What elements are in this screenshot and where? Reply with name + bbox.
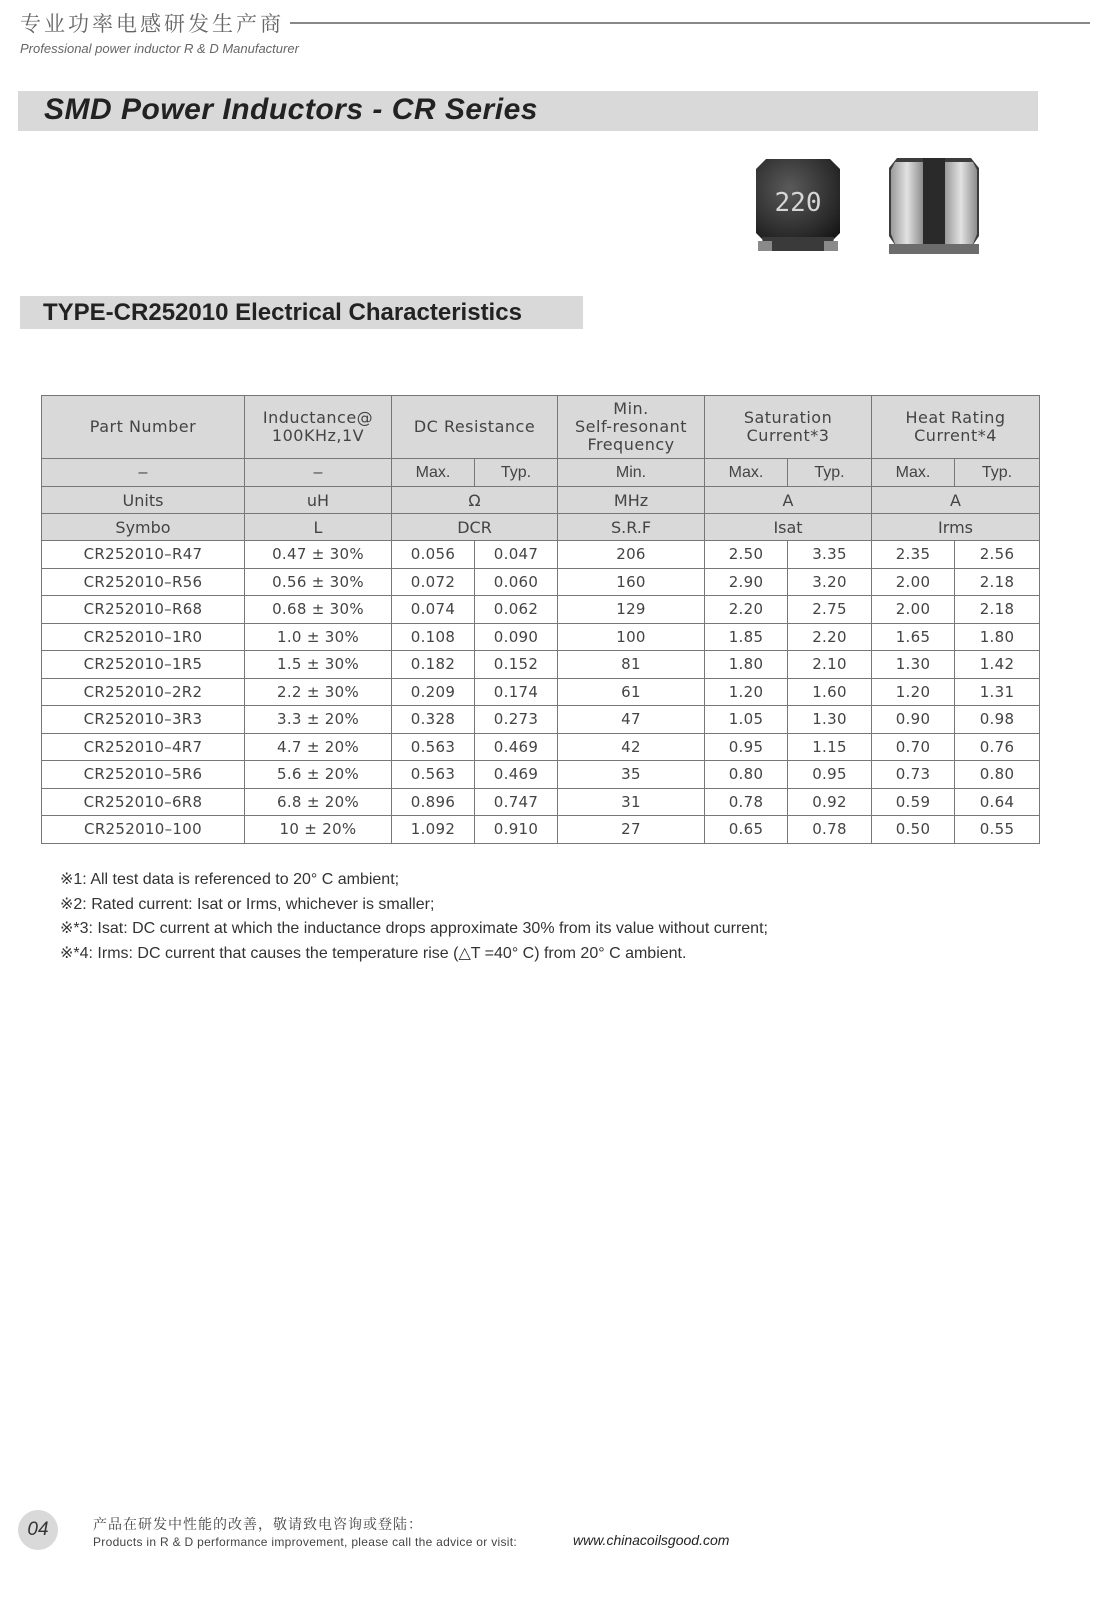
isat-typ-cell: 2.10 — [788, 651, 872, 679]
irms-max-cell: 2.00 — [872, 568, 955, 596]
table-row — [42, 568, 1040, 596]
subheader-dash: – — [245, 459, 392, 487]
irms-max-cell: 1.20 — [872, 678, 955, 706]
dcr-max-cell: 1.092 — [392, 816, 475, 844]
table-row — [42, 541, 1040, 569]
srf-cell: 31 — [558, 788, 705, 816]
part-number-cell: CR252010–R47 — [42, 541, 245, 569]
dcr-max-cell: 0.182 — [392, 651, 475, 679]
irms-typ-cell: 0.55 — [955, 816, 1040, 844]
dcr-typ-cell: 0.047 — [475, 541, 558, 569]
irms-typ-cell: 1.31 — [955, 678, 1040, 706]
irms-max-cell: 0.73 — [872, 761, 955, 789]
isat-max-cell: 0.78 — [705, 788, 788, 816]
subheader-irms-max: Max. — [872, 459, 955, 487]
inductance-cell: 5.6 ± 20% — [245, 761, 392, 789]
footer-english-note: Products in R & D performance improvement, please call the advice or visit: — [93, 1535, 518, 1549]
table-row — [42, 651, 1040, 679]
dcr-typ-cell: 0.060 — [475, 568, 558, 596]
isat-max-cell: 0.65 — [705, 816, 788, 844]
dcr-max-cell: 0.209 — [392, 678, 475, 706]
series-title: SMD Power Inductors - CR Series — [44, 93, 538, 126]
isat-max-cell: 2.20 — [705, 596, 788, 624]
srf-cell: 100 — [558, 623, 705, 651]
header-english-subtitle: Professional power inductor R & D Manufacturer — [20, 41, 299, 56]
dcr-typ-cell: 0.910 — [475, 816, 558, 844]
irms-typ-cell: 2.18 — [955, 596, 1040, 624]
dcr-typ-cell: 0.273 — [475, 706, 558, 734]
subheader-dcr-max: Max. — [392, 459, 475, 487]
dcr-typ-cell: 0.062 — [475, 596, 558, 624]
header-chinese-title: 专业功率电感研发生产商 — [20, 12, 284, 36]
inductance-cell: 1.0 ± 30% — [245, 623, 392, 651]
header-inductance: Inductance@ 100KHz,1V — [245, 396, 392, 459]
subheader-srf-min: Min. — [558, 459, 705, 487]
dcr-typ-cell: 0.174 — [475, 678, 558, 706]
table-body — [42, 541, 1040, 844]
type-title: TYPE-CR252010 Electrical Characteristics — [43, 299, 522, 326]
table-row — [42, 706, 1040, 734]
table-row — [42, 733, 1040, 761]
electrical-characteristics-table — [41, 395, 1040, 844]
units-irms: A — [872, 487, 1040, 514]
srf-cell: 129 — [558, 596, 705, 624]
part-number-cell: CR252010–R68 — [42, 596, 245, 624]
header-srf: Min. Self-resonant Frequency — [558, 396, 705, 459]
isat-typ-cell: 1.15 — [788, 733, 872, 761]
table-row — [42, 788, 1040, 816]
isat-max-cell: 1.85 — [705, 623, 788, 651]
part-number-cell: CR252010–100 — [42, 816, 245, 844]
srf-cell: 206 — [558, 541, 705, 569]
part-number-cell: CR252010–R56 — [42, 568, 245, 596]
note-4: ※*4: Irms: DC current that causes the temperature rise (△T =40° C) from 20° C ambient. — [60, 944, 687, 962]
inductance-cell: 2.2 ± 30% — [245, 678, 392, 706]
footer-website-link[interactable]: www.chinacoilsgood.com — [573, 1532, 730, 1548]
table-row — [42, 761, 1040, 789]
header-heat-rating-current: Heat Rating Current*4 — [872, 396, 1040, 459]
inductor-side-view-image — [885, 152, 983, 258]
notes-section — [60, 868, 768, 966]
units-inductance: uH — [245, 487, 392, 514]
inductance-cell: 0.56 ± 30% — [245, 568, 392, 596]
irms-max-cell: 0.90 — [872, 706, 955, 734]
isat-typ-cell: 0.95 — [788, 761, 872, 789]
header-divider — [290, 22, 1090, 24]
header-dc-resistance: DC Resistance — [392, 396, 558, 459]
inductance-cell: 10 ± 20% — [245, 816, 392, 844]
isat-max-cell: 1.05 — [705, 706, 788, 734]
srf-cell: 35 — [558, 761, 705, 789]
part-number-cell: CR252010–2R2 — [42, 678, 245, 706]
irms-max-cell: 0.70 — [872, 733, 955, 761]
isat-max-cell: 0.80 — [705, 761, 788, 789]
note-2: ※2: Rated current: Isat or Irms, whichever is smaller; — [60, 895, 435, 913]
dcr-max-cell: 0.074 — [392, 596, 475, 624]
table-header-row — [42, 396, 1040, 459]
type-title-bar — [20, 296, 583, 329]
units-label: Units — [42, 487, 245, 514]
inductance-cell: 4.7 ± 20% — [245, 733, 392, 761]
header-part-number: Part Number — [42, 396, 245, 459]
note-1: ※1: All test data is referenced to 20° C ambient; — [60, 871, 400, 888]
isat-max-cell: 2.90 — [705, 568, 788, 596]
part-number-cell: CR252010–3R3 — [42, 706, 245, 734]
dcr-typ-cell: 0.469 — [475, 761, 558, 789]
part-number-cell: CR252010–1R5 — [42, 651, 245, 679]
isat-max-cell: 0.95 — [705, 733, 788, 761]
table-row — [42, 623, 1040, 651]
irms-max-cell: 2.35 — [872, 541, 955, 569]
symbol-isat: Isat — [705, 514, 872, 541]
part-number-cell: CR252010–5R6 — [42, 761, 245, 789]
table-row — [42, 816, 1040, 844]
dcr-max-cell: 0.072 — [392, 568, 475, 596]
table-symbol-row — [42, 514, 1040, 541]
srf-cell: 27 — [558, 816, 705, 844]
isat-typ-cell: 2.20 — [788, 623, 872, 651]
symbol-label: Symbo — [42, 514, 245, 541]
table-row — [42, 678, 1040, 706]
table-subheader-row — [42, 459, 1040, 487]
inductance-cell: 1.5 ± 30% — [245, 651, 392, 679]
irms-typ-cell: 1.80 — [955, 623, 1040, 651]
isat-typ-cell: 3.20 — [788, 568, 872, 596]
isat-typ-cell: 2.75 — [788, 596, 872, 624]
dcr-typ-cell: 0.090 — [475, 623, 558, 651]
irms-max-cell: 0.50 — [872, 816, 955, 844]
symbol-inductance: L — [245, 514, 392, 541]
isat-max-cell: 2.50 — [705, 541, 788, 569]
irms-typ-cell: 0.76 — [955, 733, 1040, 761]
inductance-cell: 0.47 ± 30% — [245, 541, 392, 569]
subheader-dcr-typ: Typ. — [475, 459, 558, 487]
irms-max-cell: 1.65 — [872, 623, 955, 651]
part-number-cell: CR252010–4R7 — [42, 733, 245, 761]
dcr-typ-cell: 0.152 — [475, 651, 558, 679]
inductance-cell: 0.68 ± 30% — [245, 596, 392, 624]
srf-cell: 81 — [558, 651, 705, 679]
symbol-srf: S.R.F — [558, 514, 705, 541]
irms-max-cell: 1.30 — [872, 651, 955, 679]
isat-typ-cell: 3.35 — [788, 541, 872, 569]
isat-typ-cell: 1.60 — [788, 678, 872, 706]
part-number-cell: CR252010–6R8 — [42, 788, 245, 816]
subheader-isat-typ: Typ. — [788, 459, 872, 487]
symbol-irms: Irms — [872, 514, 1040, 541]
isat-typ-cell: 0.92 — [788, 788, 872, 816]
dcr-max-cell: 0.563 — [392, 761, 475, 789]
dcr-max-cell: 0.328 — [392, 706, 475, 734]
table-units-row — [42, 487, 1040, 514]
srf-cell: 160 — [558, 568, 705, 596]
page-number: 04 — [18, 1510, 58, 1550]
dcr-typ-cell: 0.469 — [475, 733, 558, 761]
units-isat: A — [705, 487, 872, 514]
isat-typ-cell: 0.78 — [788, 816, 872, 844]
table-row — [42, 596, 1040, 624]
irms-typ-cell: 2.18 — [955, 568, 1040, 596]
dcr-max-cell: 0.563 — [392, 733, 475, 761]
part-number-cell: CR252010–1R0 — [42, 623, 245, 651]
dcr-max-cell: 0.056 — [392, 541, 475, 569]
symbol-dcr: DCR — [392, 514, 558, 541]
inductor-top-view-image — [752, 155, 844, 257]
dcr-max-cell: 0.896 — [392, 788, 475, 816]
irms-typ-cell: 2.56 — [955, 541, 1040, 569]
isat-max-cell: 1.20 — [705, 678, 788, 706]
inductance-cell: 3.3 ± 20% — [245, 706, 392, 734]
irms-typ-cell: 0.64 — [955, 788, 1040, 816]
dcr-typ-cell: 0.747 — [475, 788, 558, 816]
irms-max-cell: 2.00 — [872, 596, 955, 624]
srf-cell: 61 — [558, 678, 705, 706]
isat-max-cell: 1.80 — [705, 651, 788, 679]
units-dcr: Ω — [392, 487, 558, 514]
irms-typ-cell: 0.80 — [955, 761, 1040, 789]
inductor-marking: 220 — [774, 188, 822, 218]
subheader-irms-typ: Typ. — [955, 459, 1040, 487]
units-srf: MHz — [558, 487, 705, 514]
dcr-max-cell: 0.108 — [392, 623, 475, 651]
header-saturation-current: Saturation Current*3 — [705, 396, 872, 459]
isat-typ-cell: 1.30 — [788, 706, 872, 734]
srf-cell: 42 — [558, 733, 705, 761]
series-title-bar — [18, 91, 1038, 131]
srf-cell: 47 — [558, 706, 705, 734]
irms-max-cell: 0.59 — [872, 788, 955, 816]
subheader-isat-max: Max. — [705, 459, 788, 487]
subheader-dash: – — [42, 459, 245, 487]
footer-chinese-note: 产品在研发中性能的改善，敬请致电咨询或登陆： — [93, 1517, 423, 1533]
inductance-cell: 6.8 ± 20% — [245, 788, 392, 816]
irms-typ-cell: 1.42 — [955, 651, 1040, 679]
irms-typ-cell: 0.98 — [955, 706, 1040, 734]
note-3: ※*3: Isat: DC current at which the inductance drops approximate 30% from its value without current; — [60, 920, 768, 937]
